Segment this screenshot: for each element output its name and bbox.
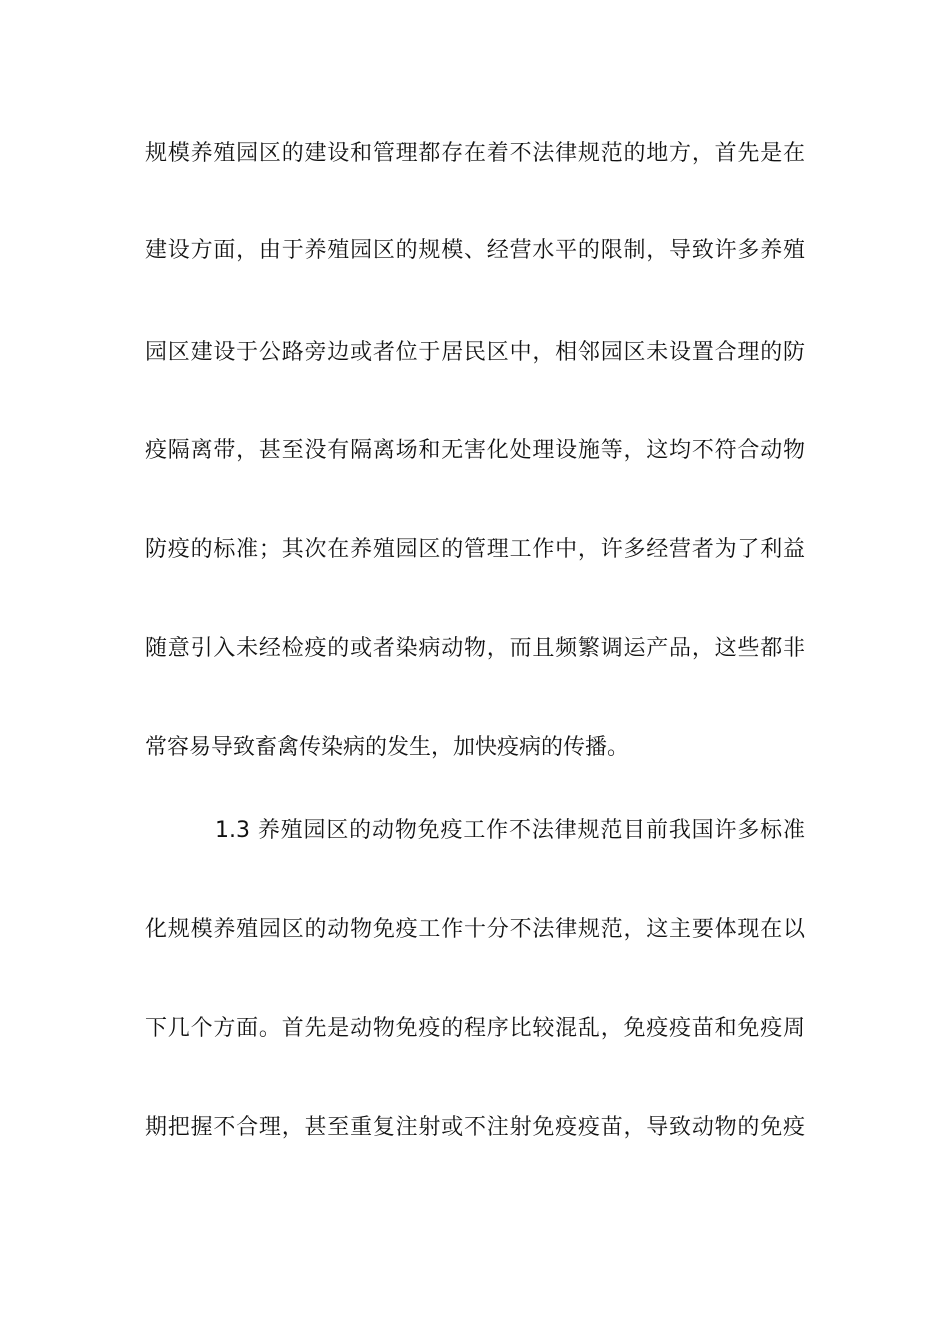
paragraph-line: 期把握不合理，甚至重复注射或不注射免疫疫苗，导致动物的免疫 — [145, 1115, 805, 1140]
paragraph-line: 建设方面，由于养殖园区的规模、经营水平的限制，导致许多养殖 — [145, 238, 805, 263]
paragraph-line: 化规模养殖园区的动物免疫工作十分不法律规范，这主要体现在以 — [145, 917, 805, 942]
paragraph-line: 疫隔离带，甚至没有隔离场和无害化处理设施等，这均不符合动物 — [145, 438, 805, 463]
paragraph-line: 常容易导致畜禽传染病的发生，加快疫病的传播。 — [145, 735, 630, 760]
paragraph-line: 规模养殖园区的建设和管理都存在着不法律规范的地方，首先是在 — [145, 141, 805, 166]
paragraph-line: 下几个方面。首先是动物免疫的程序比较混乱，免疫疫苗和免疫周 — [145, 1016, 805, 1041]
paragraph-line: 园区建设于公路旁边或者位于居民区中，相邻园区未设置合理的防 — [145, 340, 805, 365]
paragraph-line: 防疫的标准；其次在养殖园区的管理工作中，许多经营者为了利益 — [145, 537, 805, 562]
paragraph-line: 随意引入未经检疫的或者染病动物，而且频繁调运产品，这些都非 — [145, 636, 805, 661]
section-heading-line: 1.3 养殖园区的动物免疫工作不法律规范目前我国许多标准 — [215, 818, 805, 843]
